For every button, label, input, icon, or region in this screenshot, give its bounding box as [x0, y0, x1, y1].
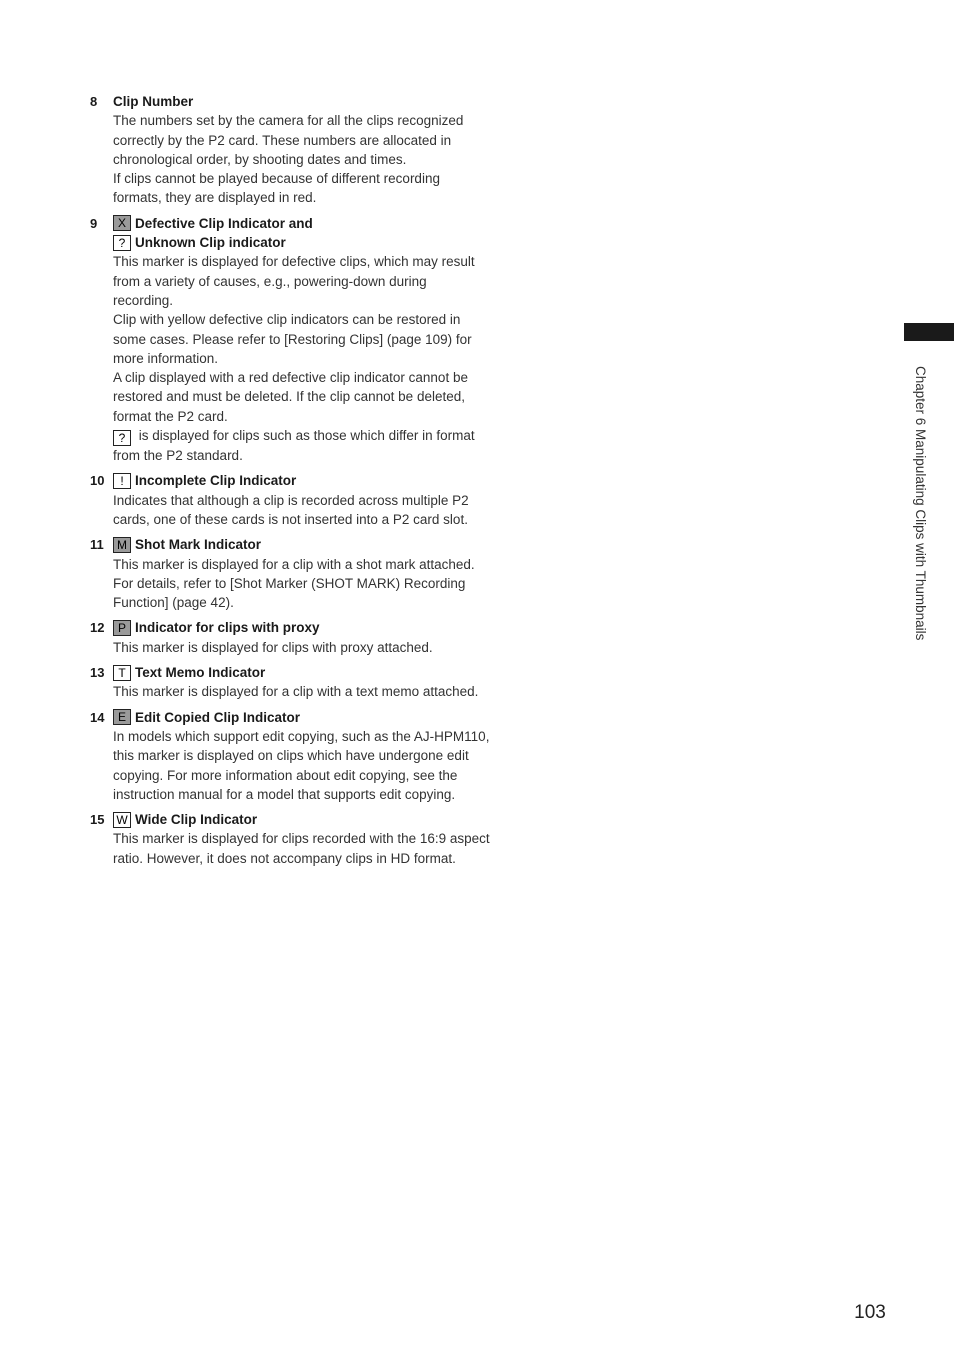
item-number: 15: [90, 812, 105, 828]
item-paragraph: The numbers set by the camera for all the clips recognized correctly by the P2 card. These numbers are allocated in chronological order, by shooting dates and times.: [113, 113, 464, 167]
item-paragraph: Clip with yellow defective clip indicators can be restored in some cases. Please refer to [Restoring Clips] (page 109) for more information.: [113, 312, 472, 366]
chapter-tab-marker: [904, 323, 954, 341]
item-title-text: Defective Clip Indicator and: [135, 215, 313, 231]
list-item-shot-mark-indicator: [90, 535, 490, 612]
item-number: 11: [90, 537, 104, 553]
item-number: 13: [90, 665, 105, 681]
page-number: 103: [854, 1302, 886, 1323]
item-number: 10: [90, 473, 105, 489]
item-title: [113, 233, 490, 252]
item-title-text: Incomplete Clip Indicator: [135, 473, 297, 489]
item-paragraph: [113, 426, 490, 465]
wide-clip-icon: W: [113, 812, 131, 828]
item-paragraph: Indicates that although a clip is recorded across multiple P2 cards, one of these cards is not inserted into a P2 card slot.: [113, 492, 469, 527]
item-title-text: Shot Mark Indicator: [135, 537, 262, 553]
item-title-text: Clip Number: [113, 94, 194, 109]
item-number: 9: [90, 215, 98, 231]
unknown-clip-icon: ?: [113, 430, 131, 446]
item-title: [113, 214, 490, 233]
item-title: [113, 471, 490, 490]
indicator-list: [90, 92, 490, 874]
chapter-label: Chapter 6 Manipulating Clips with Thumbnails: [913, 366, 928, 641]
edit-copied-icon: E: [113, 709, 131, 725]
item-paragraph: This marker is displayed for defective clips, which may result from a variety of causes, e.g., powering-down during recording.: [113, 254, 475, 308]
item-paragraph: This marker is displayed for a clip with a text memo attached.: [113, 684, 479, 700]
item-paragraph: This marker is displayed for clips with proxy attached.: [113, 639, 433, 655]
list-item-clip-number: [90, 92, 490, 208]
list-item-proxy-indicator: [90, 618, 490, 657]
item-title: [113, 810, 490, 829]
item-paragraph: A clip displayed with a red defective clip indicator cannot be restored and must be deleted. If the clip cannot be deleted, format the P2 card.: [113, 370, 468, 424]
item-title-text: Text Memo Indicator: [135, 665, 266, 681]
item-title-text: Indicator for clips with proxy: [135, 620, 320, 636]
item-title: [113, 663, 490, 682]
list-item-wide-clip-indicator: [90, 810, 490, 868]
item-number: 8: [90, 94, 98, 109]
list-item-text-memo-indicator: [90, 663, 490, 702]
item-paragraph: If clips cannot be played because of different recording formats, they are displayed in red.: [113, 171, 440, 206]
incomplete-clip-icon: !: [113, 473, 131, 489]
item-title: [113, 618, 490, 637]
item-title-text: Unknown Clip indicator: [135, 235, 286, 251]
defective-clip-icon: X: [113, 215, 131, 231]
item-title-text: Wide Clip Indicator: [135, 812, 258, 828]
proxy-icon: P: [113, 620, 131, 636]
item-title: [113, 92, 490, 111]
list-item-incomplete-clip-indicator: [90, 471, 490, 529]
item-number: 12: [90, 620, 105, 636]
unknown-clip-icon: ?: [113, 235, 131, 251]
item-note-text: is displayed for clips such as those which differ in format from the P2 standard.: [113, 428, 475, 464]
item-title-text: Edit Copied Clip Indicator: [135, 709, 300, 725]
list-item-defective-clip-indicator: [90, 214, 490, 466]
item-title: [113, 535, 490, 554]
list-item-edit-copied-clip-indicator: [90, 708, 490, 804]
text-memo-icon: T: [113, 665, 131, 681]
item-paragraph: In models which support edit copying, such as the AJ-HPM110, this marker is displayed on clips which have undergone edit copying. For more information about edit copying, see the instruction manual for a model that supports edit copying.: [113, 728, 490, 802]
item-number: 14: [90, 709, 105, 725]
item-paragraph: This marker is displayed for clips recorded with the 16:9 aspect ratio. However, it does not accompany clips in HD format.: [113, 831, 490, 866]
item-paragraph: This marker is displayed for a clip with a shot mark attached. For details, refer to [Shot Marker (SHOT MARK) Recording Function] (page 42).: [113, 556, 475, 611]
shot-mark-icon: M: [113, 537, 131, 553]
item-title: [113, 708, 490, 727]
